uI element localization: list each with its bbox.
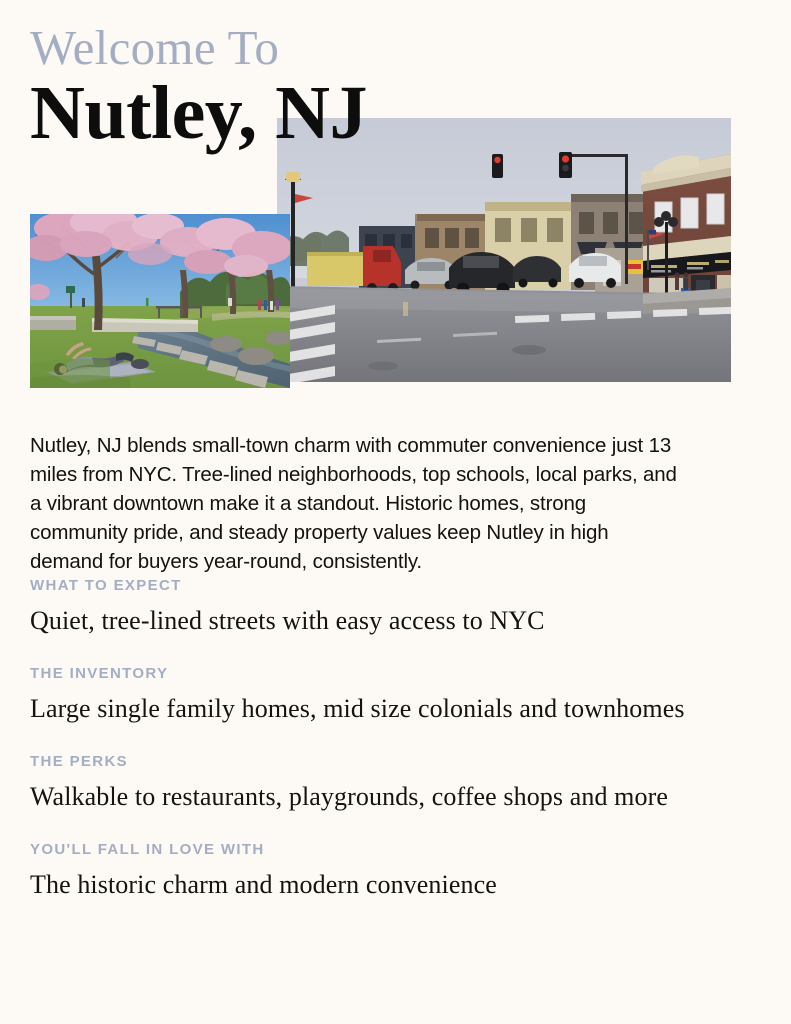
eyebrow-welcome-to: Welcome To bbox=[30, 20, 280, 75]
page-header bbox=[30, 20, 367, 156]
intro-paragraph: Nutley, NJ blends small-town charm with commuter convenience just 13 miles from NYC. Tree-lined neighborhoods, top schools, local parks, and a vibrant downtown make it a standout. Historic homes, strong community pride, and steady property values keep Nutley in high demand for buyers year-round, consistently. bbox=[30, 433, 677, 573]
section-value: The historic charm and modern convenience bbox=[30, 869, 497, 899]
section-label: THE PERKS bbox=[30, 753, 128, 770]
section-label: WHAT TO EXPECT bbox=[30, 577, 182, 594]
cherry-blossom-park-photo bbox=[30, 214, 290, 388]
street-photo-artwork bbox=[277, 118, 731, 382]
downtown-street-photo bbox=[277, 118, 731, 382]
section-what-to-expect bbox=[30, 578, 750, 637]
section-youll-fall-in-love-with bbox=[30, 842, 750, 901]
section-the-inventory bbox=[30, 666, 750, 725]
section-value: Walkable to restaurants, playgrounds, coffee shops and more bbox=[30, 781, 668, 811]
section-value: Large single family homes, mid size colonials and townhomes bbox=[30, 693, 685, 723]
detail-sections bbox=[30, 578, 750, 901]
section-value: Quiet, tree-lined streets with easy access to NYC bbox=[30, 605, 545, 635]
page-title: Nutley, NJ bbox=[30, 71, 367, 156]
section-the-perks bbox=[30, 754, 750, 813]
section-label: YOU'LL FALL IN LOVE WITH bbox=[30, 841, 265, 858]
section-label: THE INVENTORY bbox=[30, 665, 169, 682]
park-photo-artwork bbox=[30, 214, 290, 388]
